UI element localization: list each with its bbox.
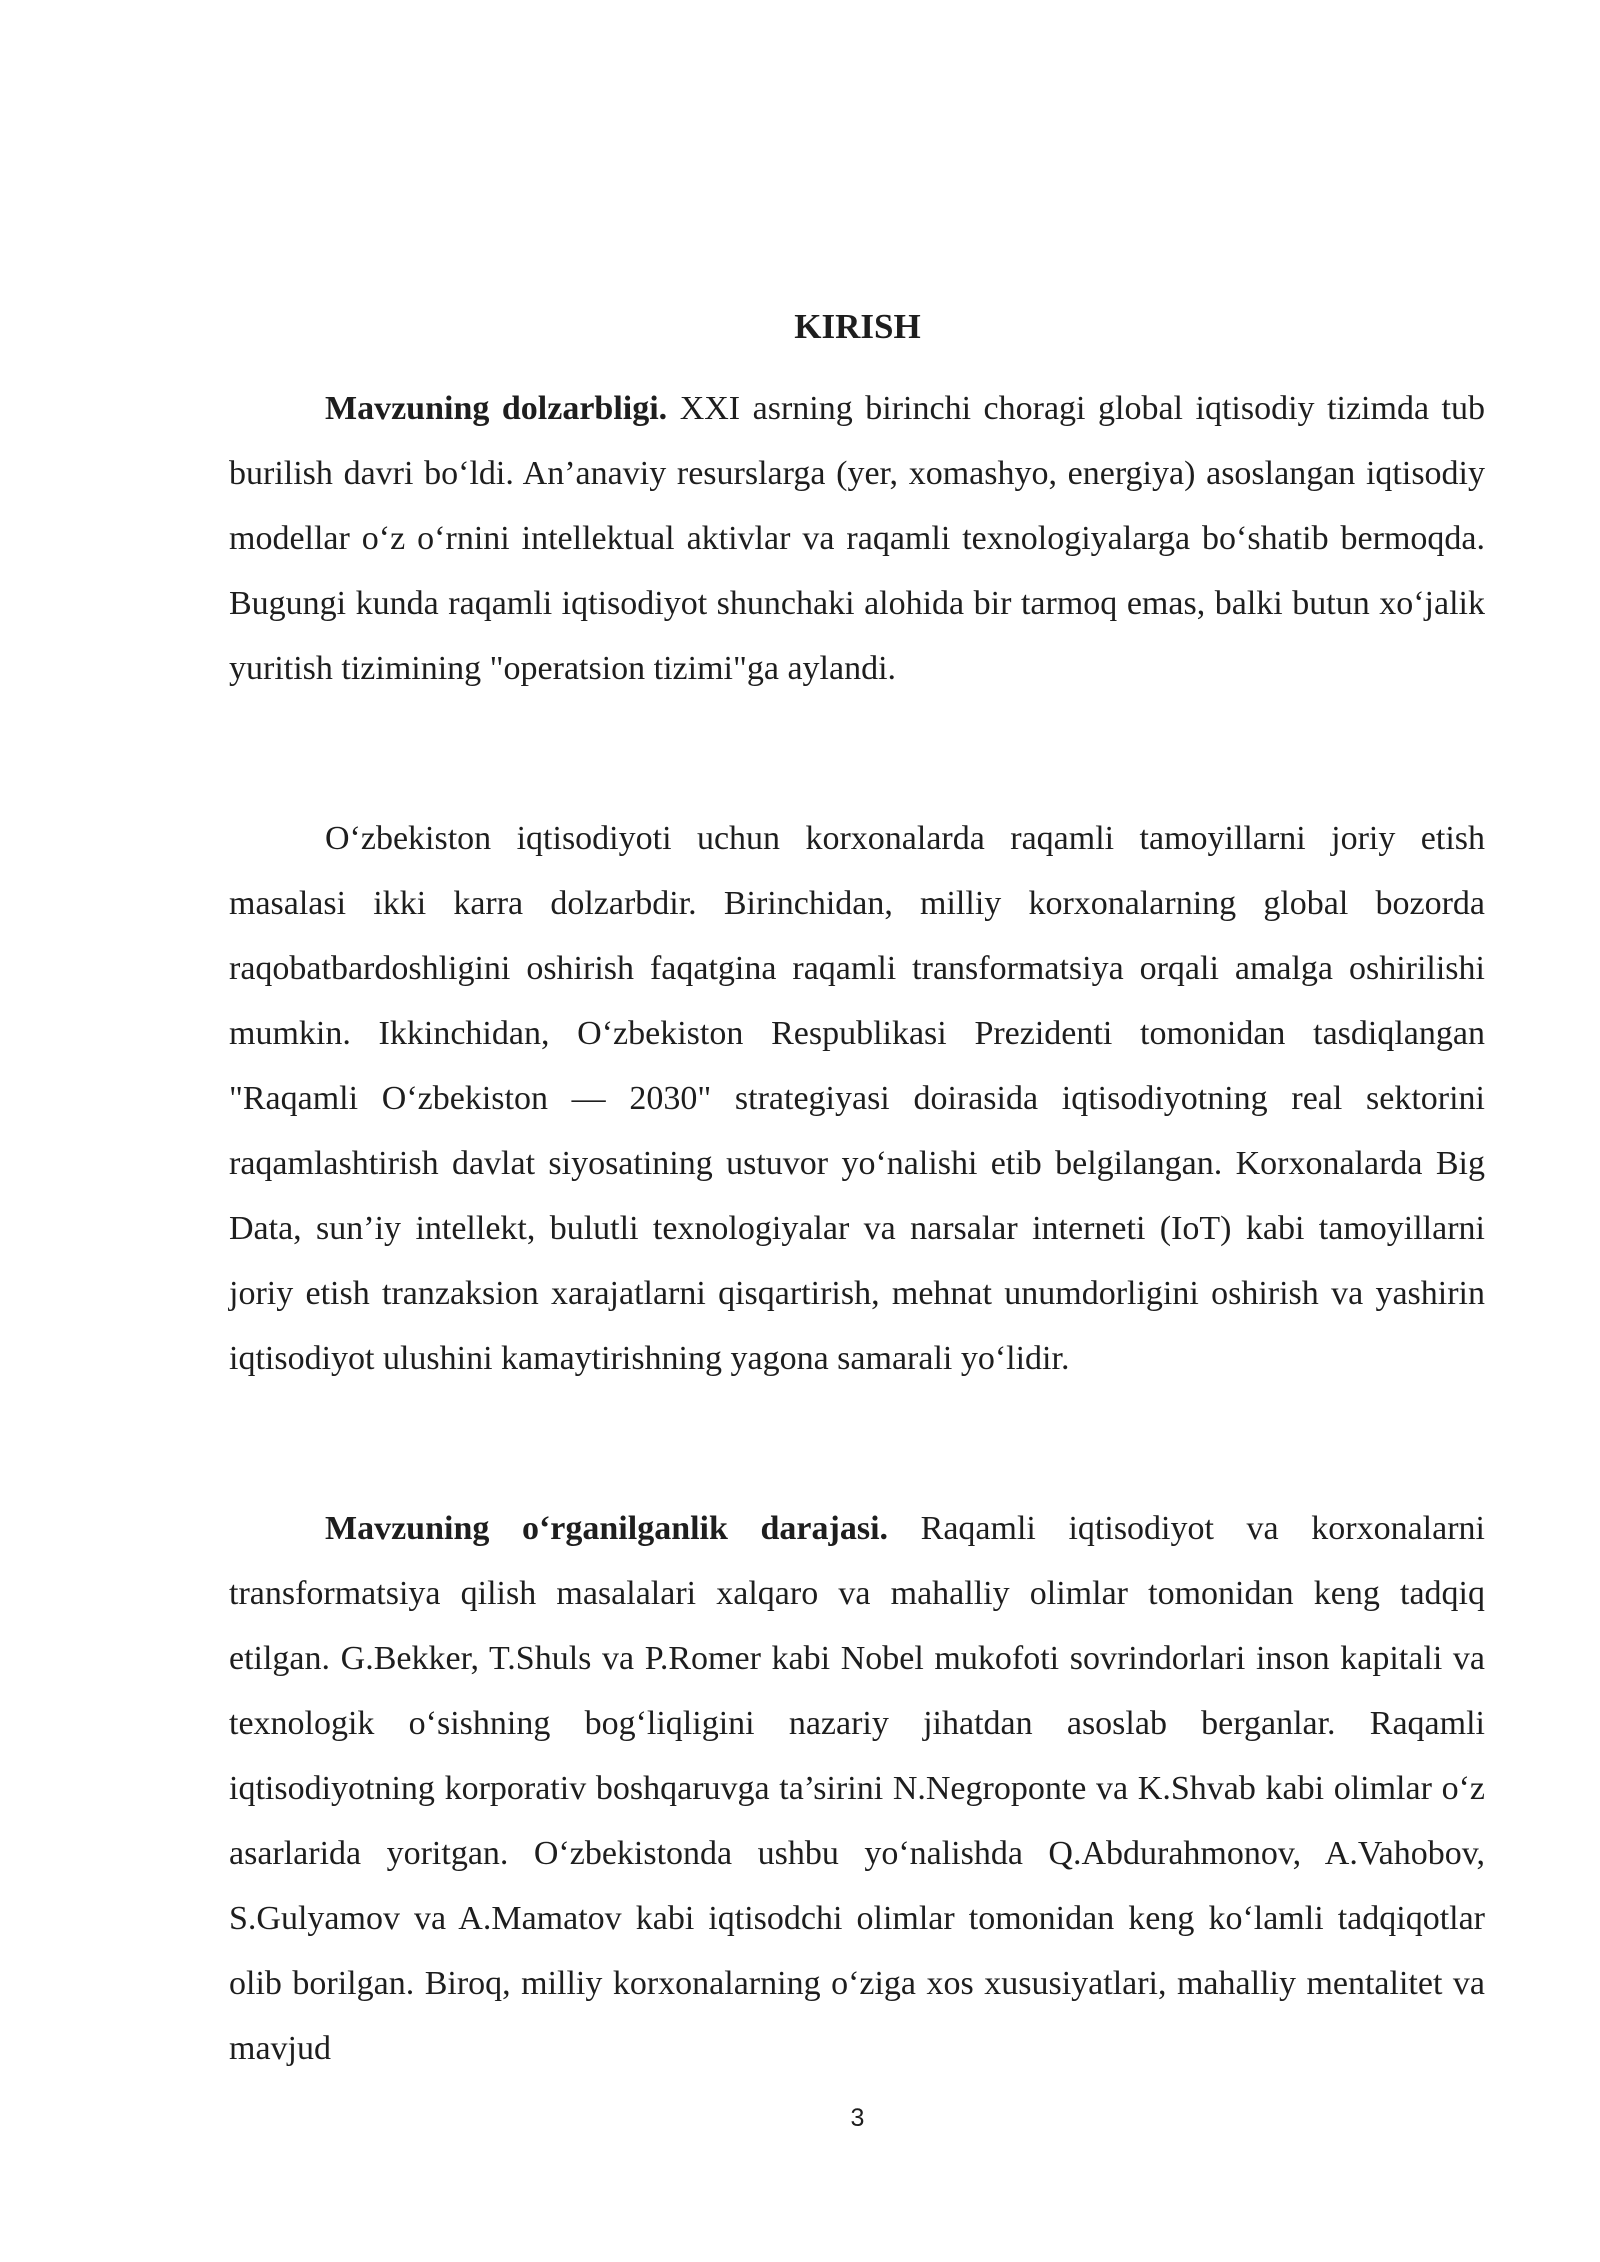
paragraph-text: O‘zbekiston iqtisodiyoti uchun korxonalarda raqamli tamoyillarni joriy etish masalasi ikki karra dolzarbdir. Birinchidan, milliy korxonalarning global bozorda raqobatbardoshligini oshirish faqatgina raqamli transformatsiya orqali amalga oshirilishi mumkin. Ikkinchidan, O‘zbekiston Respublikasi Prezidenti tomonidan tasdiqlangan "Raqamli O‘zbekiston — 2030" strategiyasi doirasida iqtisodiyotning real sektorini raqamlashtirish davlat siyosatining ustuvor yo‘nalishi etib belgilangan. Korxonalarda Big Data, sun’iy intellekt, bulutli texnologiyalar va narsalar interneti (IoT) kabi tamoyillarni joriy etish tranzaksion xarajatlarni qisqartirish, mehnat unumdorligini oshirish va yashirin iqtisodiyot ulushini kamaytirishning yagona samarali yo‘lidir. (229, 820, 1485, 1377)
paragraph-relevance (229, 376, 1485, 701)
page-number: 3 (850, 2104, 865, 2132)
paragraph-lead: Mavzuning o‘rganilganlik darajasi. (325, 1510, 889, 1547)
paragraph-text: XXI asrning birinchi choragi global iqtisodiy tizimda tub burilish davri bo‘ldi. An’anaviy resurslarga (yer, xomashyo, energiya) asoslangan iqtisodiy modellar o‘z o‘rnini intellektual aktivlar va raqamli texnologiyalarga bo‘shatib bermoqda. Bugungi kunda raqamli iqtisodiyot shunchaki alohida bir tarmoq emas, balki butun xo‘jalik yuritish tizimining "operatsion tizimi"ga aylandi. (229, 390, 1486, 687)
paragraph-text: Raqamli iqtisodiyot va korxonalarni transformatsiya qilish masalalari xalqaro va mahalliy olimlar tomonidan keng tadqiq etilgan. G.Bekker, T.Shuls va P.Romer kabi Nobel mukofoti sovrindorlari inson kapitali va texnologik o‘sishning bog‘liqligini nazariy jihatdan asoslab berganlar. Raqamli iqtisodiyotning korporativ boshqaruvga ta’sirini N.Negroponte va K.Shvab kabi olimlar o‘z asarlarida yoritgan. O‘zbekistonda ushbu yo‘nalishda Q.Abdurahmonov, A.Vahobov, S.Gulyamov va A.Mamatov kabi iqtisodchi olimlar tomonidan keng ko‘lamli tadqiqotlar olib borilgan. Biroq, milliy korxonalarning o‘ziga xos xususiyatlari, mahalliy mentalitet va mavjud (229, 1510, 1485, 2067)
paragraph-lead: Mavzuning dolzarbligi. (325, 390, 668, 427)
section-heading: KIRISH (794, 307, 921, 346)
paragraph-uzbekistan (229, 806, 1485, 1391)
paragraph-degree-of-study (229, 1496, 1485, 2081)
